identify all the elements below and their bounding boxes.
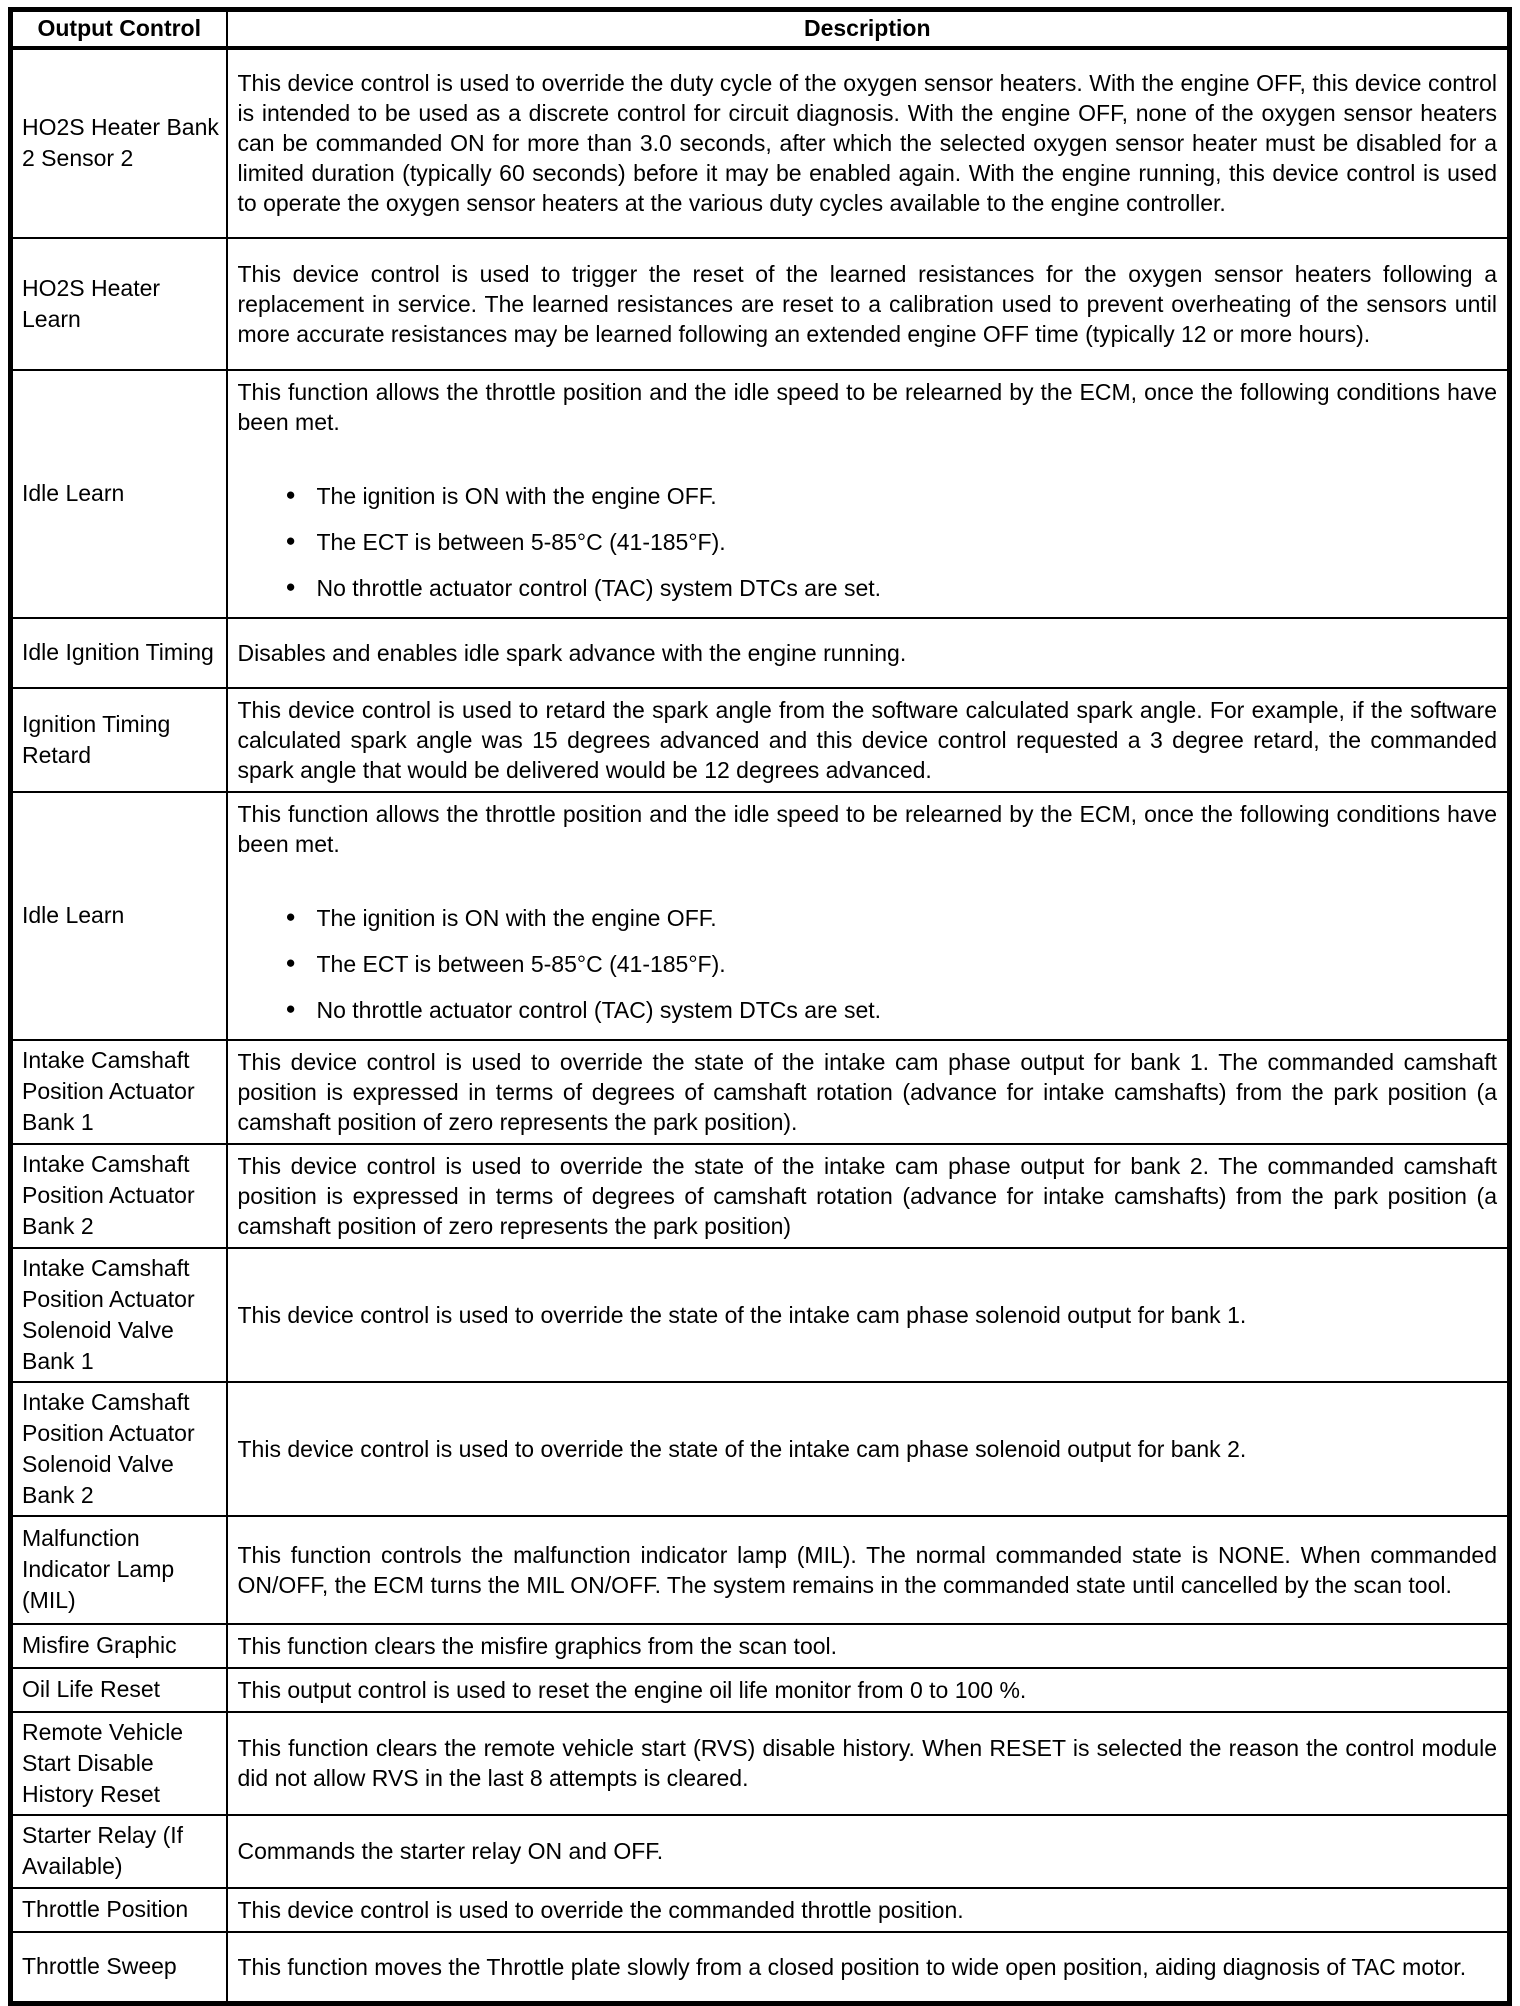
description-paragraph: Disables and enables idle spark advance with the engine running. bbox=[237, 639, 907, 666]
output-control-cell: Misfire Graphic bbox=[11, 1624, 227, 1668]
condition-item: ● No throttle actuator control (TAC) system DTCs are set. bbox=[286, 995, 1498, 1025]
description-paragraph: This function allows the throttle position and the idle speed to be relearned by the ECM, once the following conditions have been met. bbox=[237, 378, 1497, 435]
description-cell bbox=[227, 1624, 1510, 1668]
description-cell bbox=[227, 1040, 1510, 1144]
output-control-cell: Starter Relay (If Available) bbox=[11, 1815, 227, 1888]
header-row bbox=[11, 10, 1510, 48]
description-cell bbox=[227, 792, 1510, 1040]
conditions-list bbox=[238, 481, 1498, 603]
output-control-cell: Throttle Sweep bbox=[11, 1932, 227, 2004]
description-cell bbox=[227, 1932, 1510, 2004]
table-row bbox=[11, 1815, 1510, 1888]
description-paragraph: This device control is used to override the duty cycle of the oxygen sensor heaters. With the engine OFF, this device control is intended to be used as a discrete control for circuit diagnosis. With the engine OFF, none of the oxygen sensor heaters can be commanded ON for more than 3.0 seconds, after which the selected oxygen sensor heater must be disabled for a limited duration (typically 60 seconds) before it may be enabled again. With the engine running, this device control is used to operate the oxygen sensor heaters at the various duty cycles available to the engine controller. bbox=[237, 70, 1497, 216]
description-paragraph: This function moves the Throttle plate slowly from a closed position to wide open position, aiding diagnosis of TAC motor. bbox=[237, 1953, 1467, 1980]
description-paragraph: This function clears the misfire graphics from the scan tool. bbox=[237, 1632, 838, 1659]
condition-item: ● The ECT is between 5-85°C (41-185°F). bbox=[286, 949, 1498, 979]
description-cell bbox=[227, 48, 1510, 238]
description-cell bbox=[227, 1248, 1510, 1382]
table-row bbox=[11, 1888, 1510, 1932]
output-control-cell: Intake Camshaft Position Actuator Solenoid Valve Bank 1 bbox=[11, 1248, 227, 1382]
condition-item: ● No throttle actuator control (TAC) system DTCs are set. bbox=[286, 573, 1498, 603]
description-paragraph: This device control is used to override the state of the intake cam phase solenoid output for bank 2. bbox=[237, 1435, 1247, 1462]
output-control-cell: HO2S Heater Learn bbox=[11, 238, 227, 370]
output-control-cell: Malfunction Indicator Lamp (MIL) bbox=[11, 1516, 227, 1624]
description-paragraph: This device control is used to override the state of the intake cam phase output for bank 1. The commanded camshaft position is expressed in terms of degrees of camshaft rotation (advance for intake camshafts) from the park position (a camshaft position of zero represents the park position). bbox=[237, 1048, 1497, 1135]
condition-item: ● The ignition is ON with the engine OFF. bbox=[286, 903, 1498, 933]
output-control-table bbox=[8, 7, 1512, 2006]
description-cell bbox=[227, 1888, 1510, 1932]
table-row bbox=[11, 792, 1510, 1040]
description-paragraph: This function controls the malfunction indicator lamp (MIL). The normal commanded state is NONE. When commanded ON/OFF, the ECM turns the MIL ON/OFF. The system remains in the commanded state until cancelled by the scan tool. bbox=[237, 1541, 1497, 1598]
description-paragraph: Commands the starter relay ON and OFF. bbox=[237, 1838, 664, 1864]
table-row bbox=[11, 618, 1510, 688]
description-cell bbox=[227, 1712, 1510, 1815]
description-cell bbox=[227, 238, 1510, 370]
description-paragraph: This output control is used to reset the engine oil life monitor from 0 to 100 %. bbox=[237, 1676, 1027, 1703]
description-paragraph: This device control is used to retard the spark angle from the software calculated spark angle. For example, if the software calculated spark angle was 15 degrees advanced and this device control requested a 3 degree retard, the commanded spark angle that would be delivered would be 12 degrees advanced. bbox=[237, 696, 1497, 783]
output-control-cell: HO2S Heater Bank 2 Sensor 2 bbox=[11, 48, 227, 238]
output-control-cell: Throttle Position bbox=[11, 1888, 227, 1932]
description-cell bbox=[227, 1382, 1510, 1516]
description-cell bbox=[227, 1815, 1510, 1888]
output-control-cell: Ignition Timing Retard bbox=[11, 688, 227, 792]
table-row bbox=[11, 238, 1510, 370]
output-control-cell: Remote Vehicle Start Disable History Reset bbox=[11, 1712, 227, 1815]
description-paragraph: This device control is used to override the state of the intake cam phase output for bank 2. The commanded camshaft position is expressed in terms of degrees of camshaft rotation (advance for intake camshafts) from the park position (a camshaft position of zero represents the park position) bbox=[237, 1152, 1497, 1239]
table-row bbox=[11, 688, 1510, 792]
conditions-list bbox=[238, 903, 1498, 1025]
description-paragraph: This device control is used to trigger the reset of the learned resistances for the oxygen sensor heaters following a replacement in service. The learned resistances are reset to a calibration used to prevent overheating of the sensors until more accurate resistances may be learned following an extended engine OFF time (typically 12 or more hours). bbox=[237, 260, 1497, 347]
table-row bbox=[11, 1932, 1510, 2004]
description-paragraph: This device control is used to override the state of the intake cam phase solenoid output for bank 1. bbox=[237, 1301, 1247, 1328]
table-row bbox=[11, 1248, 1510, 1382]
description-cell bbox=[227, 1144, 1510, 1248]
output-control-cell: Idle Learn bbox=[11, 370, 227, 618]
column-header-description: Description bbox=[227, 10, 1510, 48]
table-row bbox=[11, 1624, 1510, 1668]
description-cell bbox=[227, 688, 1510, 792]
description-paragraph: This device control is used to override the commanded throttle position. bbox=[237, 1896, 964, 1923]
description-cell bbox=[227, 1668, 1510, 1712]
description-paragraph: This function allows the throttle position and the idle speed to be relearned by the ECM, once the following conditions have been met. bbox=[237, 800, 1497, 857]
table-row bbox=[11, 1668, 1510, 1712]
table-row bbox=[11, 370, 1510, 618]
table-row bbox=[11, 1712, 1510, 1815]
output-control-cell: Intake Camshaft Position Actuator Bank 1 bbox=[11, 1040, 227, 1144]
description-cell bbox=[227, 370, 1510, 618]
condition-item: ● The ECT is between 5-85°C (41-185°F). bbox=[286, 527, 1498, 557]
condition-item: ● The ignition is ON with the engine OFF. bbox=[286, 481, 1498, 511]
description-paragraph: This function clears the remote vehicle start (RVS) disable history. When RESET is selected the reason the control module did not allow RVS in the last 8 attempts is cleared. bbox=[237, 1735, 1497, 1791]
description-cell bbox=[227, 1516, 1510, 1624]
table-row bbox=[11, 1516, 1510, 1624]
output-control-cell: Idle Learn bbox=[11, 792, 227, 1040]
column-header-output-control: Output Control bbox=[11, 10, 227, 48]
output-control-cell: Idle Ignition Timing bbox=[11, 618, 227, 688]
table-row bbox=[11, 1040, 1510, 1144]
table-row bbox=[11, 48, 1510, 238]
table-row bbox=[11, 1144, 1510, 1248]
table-row bbox=[11, 1382, 1510, 1516]
description-cell bbox=[227, 618, 1510, 688]
output-control-cell: Intake Camshaft Position Actuator Solenoid Valve Bank 2 bbox=[11, 1382, 227, 1516]
output-control-cell: Oil Life Reset bbox=[11, 1668, 227, 1712]
output-control-cell: Intake Camshaft Position Actuator Bank 2 bbox=[11, 1144, 227, 1248]
